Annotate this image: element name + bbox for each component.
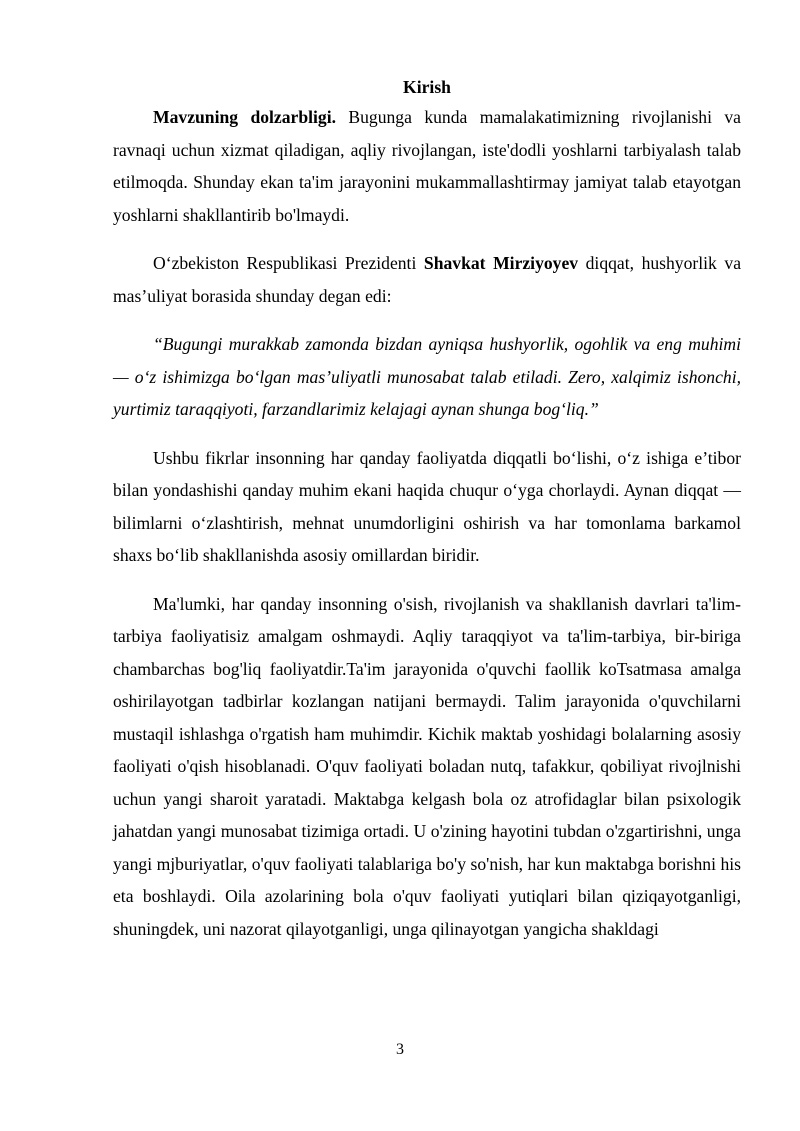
president-after: diqqat, hushyorlik va mas’uliyat borasida shunday degan edi: <box>113 253 741 306</box>
paragraph-gap <box>113 572 741 588</box>
attention-paragraph: Ushbu fikrlar insonning har qanday faoliyatda diqqatli bo‘lishi, o‘z ishiga e’tibor bilan yondashishi qanday muhim ekani haqida chuqur o‘yga chorlaydi. Aynan diqqat — bilimlarni o‘zlashtirish, mehnat unumdorligini oshirish va har tomonlama barkamol shaxs bo‘lib shakllanishda asosiy omillardan biridir. <box>113 447 741 565</box>
president-name: Shavkat Mirziyoyev <box>423 253 579 273</box>
development-paragraph: Ma'lumki, har qanday insonning o'sish, rivojlanish va shakllanish davrlari ta'lim-tarbiya faoliyatisiz amalgam oshmaydi. Aqliy taraqqiyot va ta'lim-tarbiya, bir-biriga chambarchas bog'liq faoliyatdir.Ta'im jarayonida o'quvchi faollik koTsatmasa amalga oshirilayotgan tadbirlar kozlangan natijani bermaydi. Talim jarayonida o'quvchilarni mustaqil ishlashga o'rgatish ham muhimdir. Kichik maktab yoshidagi bolalarning asosiy faoliyati o'qish hisoblanadi. O'quv faoliyati boladan nutq, tafakkur, qobiliyat rivojlnishi uchun yangi sharoit yaratadi. Maktabga kelgash bola oz atrofidaglar bilan psixologik jahatdan yangi munosabat tizimiga ortadi. U o'zining hayotini tubdan o'zgartirishni, unga yangi mjburiyatlar, o'quv faoliyati talablariga bo'y so'nish, har kun maktabga borishni his eta boshlaydi. Oila azolarining bola o'quv faoliyati yutiqlari bilan qiziqayotganligi, shuningdek, uni nazorat qilayotganligi, unga qilinayotgan yangicha shakldagi <box>113 593 741 939</box>
paragraph-gap <box>113 312 741 328</box>
page-number: 3 <box>396 1041 404 1058</box>
section-heading: Kirish <box>403 77 451 97</box>
president-before: O‘zbekiston Respublikasi Prezidenti <box>153 253 424 273</box>
page-content <box>113 73 741 945</box>
paragraph-gap <box>113 426 741 442</box>
president-quote: “Bugungi murakkab zamonda bizdan ayniqsa hushyorlik, ogohlik va eng muhimi — o‘z ishimizga bo‘lgan mas’uliyatli munosabat talab etiladi. Zero, xalqimiz ishonchi, yurtimiz taraqqiyoti, farzandlarimiz kelajagi aynan shunga bog‘liq.” <box>113 334 741 419</box>
paragraph-gap <box>113 231 741 247</box>
relevance-lead: Mavzuning dolzarbligi. <box>153 107 336 127</box>
relevance-paragraph <box>113 101 741 231</box>
president-paragraph <box>113 247 741 312</box>
relevance-text: Bugunga kunda mamalakatimizning rivojlanishi va ravnaqi uchun xizmat qiladigan, aqliy rivojlangan, iste'dodli yoshlarni tarbiyalash talab etilmoqda. Shunday ekan ta'im jarayonini mukammallashtirmay jamiyat talab etayotgan yoshlarni shakllantirib bo'lmaydi. <box>113 107 741 225</box>
